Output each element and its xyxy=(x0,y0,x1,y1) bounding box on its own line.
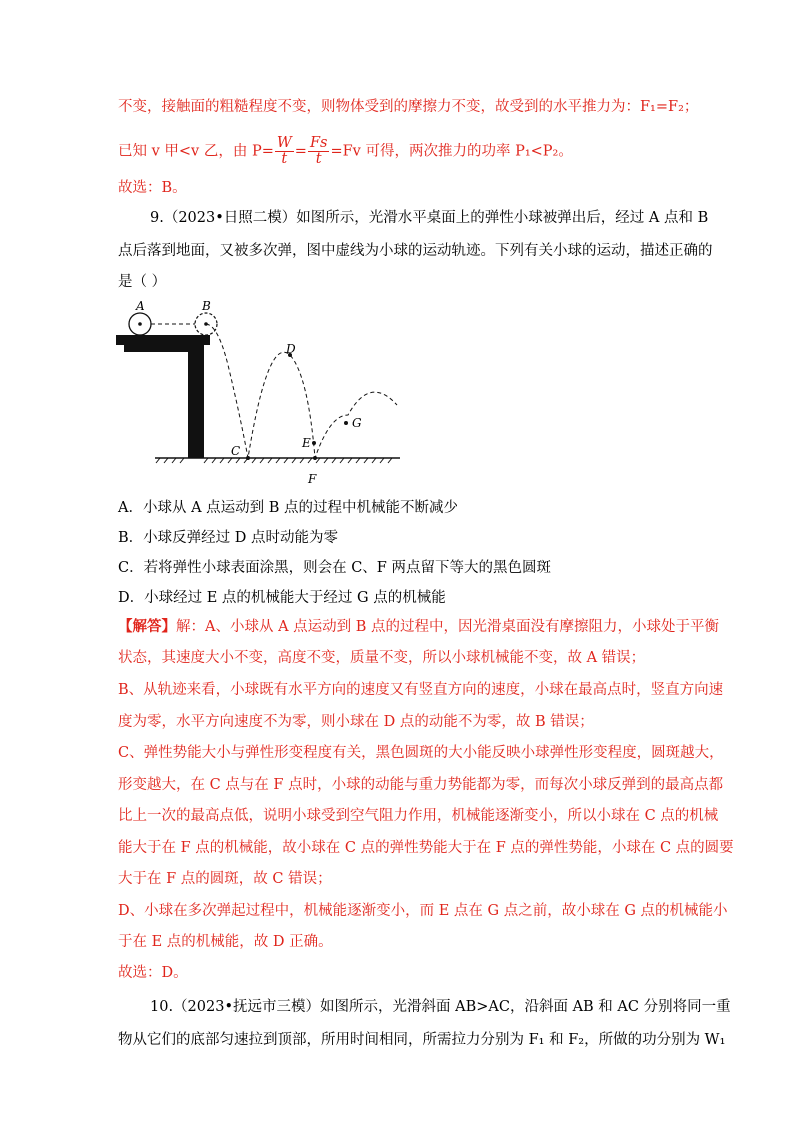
label-c: C xyxy=(231,444,241,458)
solution-line: 不变，接触面的粗糙程度不变，则物体受到的摩擦力不变，故受到的水平推力为：F₁=F₂； xyxy=(118,99,699,115)
bouncing-ball-figure xyxy=(110,295,410,490)
question-9-stem: 点后落到地面，又被多次弹，图中虚线为小球的运动轨迹。下列有关小球的运动，描述正确的 xyxy=(118,243,713,259)
label-d: D xyxy=(286,342,296,356)
solution-line: 大于在 F 点的圆斑，故 C 错误； xyxy=(118,871,332,887)
option-a: A．小球从 A 点运动到 B 点的过程中机械能不断减少 xyxy=(118,500,459,516)
label-e: E xyxy=(302,436,311,450)
question-9-stem: 是（ ） xyxy=(118,274,167,290)
solution-line: 比上一次的最高点低，说明小球受到空气阻力作用，机械能逐渐变小，所以小球在 C 点的机械 xyxy=(118,808,719,824)
solution-line: C、弹性势能大小与弹性形变程度有关，黑色圆斑的大小能反映小球弹性形变程度，圆斑越大， xyxy=(118,745,724,761)
option-c: C．若将弹性小球表面涂黑，则会在 C、F 两点留下等大的黑色圆斑 xyxy=(118,560,551,576)
question-10-stem: 10.（2023•抚远市三模）如图所示，光滑斜面 AB>AC，沿斜面 AB 和 AC 分别将同一重 xyxy=(150,999,731,1015)
label-b: B xyxy=(202,299,211,313)
solution-line: 形变越大，在 C 点与在 F 点时，小球的动能与重力势能都为零，而每次小球反弹到的最高点都 xyxy=(118,777,724,793)
label-g: G xyxy=(352,416,362,430)
power-formula-line: 已知 v 甲<v 乙，由 P= $\frac{W}{t}$ = $\frac{Fs}{t}$ =Fv 可得，两次推力的功率 P₁<P₂。 xyxy=(118,135,573,167)
solution-line: 于在 E 点的机械能，故 D 正确。 xyxy=(118,934,333,950)
option-d: D．小球经过 E 点的机械能大于经过 G 点的机械能 xyxy=(118,590,446,606)
fraction: $\frac{Fs}{t}$ xyxy=(309,135,328,167)
question-10-stem: 物从它们的底部匀速拉到顶部，所用时间相同，所需拉力分别为 F₁ 和 F₂，所做的功分别为 W₁ xyxy=(118,1032,726,1048)
answer-line: 故选：D。 xyxy=(118,965,188,981)
answer-line: 故选：B。 xyxy=(118,180,187,196)
fraction: $\frac{W}{t}$ xyxy=(276,135,292,167)
option-b: B．小球反弹经过 D 点时动能为零 xyxy=(118,530,338,546)
label-a: A xyxy=(136,299,145,313)
solution-label: 【解答】 xyxy=(118,618,176,635)
solution-line: 能大于在 F 点的机械能，故小球在 C 点的弹性势能大于在 F 点的弹性势能，小球在 C 点的圆要 xyxy=(118,840,734,856)
question-9-stem: 9.（2023•日照二模）如图所示，光滑水平桌面上的弹性小球被弹出后，经过 A 点和 B xyxy=(150,210,709,226)
label-f: F xyxy=(308,472,317,486)
solution-line: 度为零，水平方向速度不为零，则小球在 D 点的动能不为零，故 B 错误； xyxy=(118,714,594,730)
solution-line: 【解答】解：A、小球从 A 点运动到 B 点的过程中，因光滑桌面没有摩擦阻力，小球处于平衡 xyxy=(118,618,720,635)
solution-line: 状态，其速度大小不变，高度不变，质量不变，所以小球机械能不变，故 A 错误； xyxy=(118,650,646,666)
solution-line: D、小球在多次弹起过程中，机械能逐渐变小，而 E 点在 G 点之前，故小球在 G 点的机械能小 xyxy=(118,903,728,919)
solution-line: B、从轨迹来看，小球既有水平方向的速度又有竖直方向的速度，小球在最高点时，竖直方向速 xyxy=(118,682,724,698)
